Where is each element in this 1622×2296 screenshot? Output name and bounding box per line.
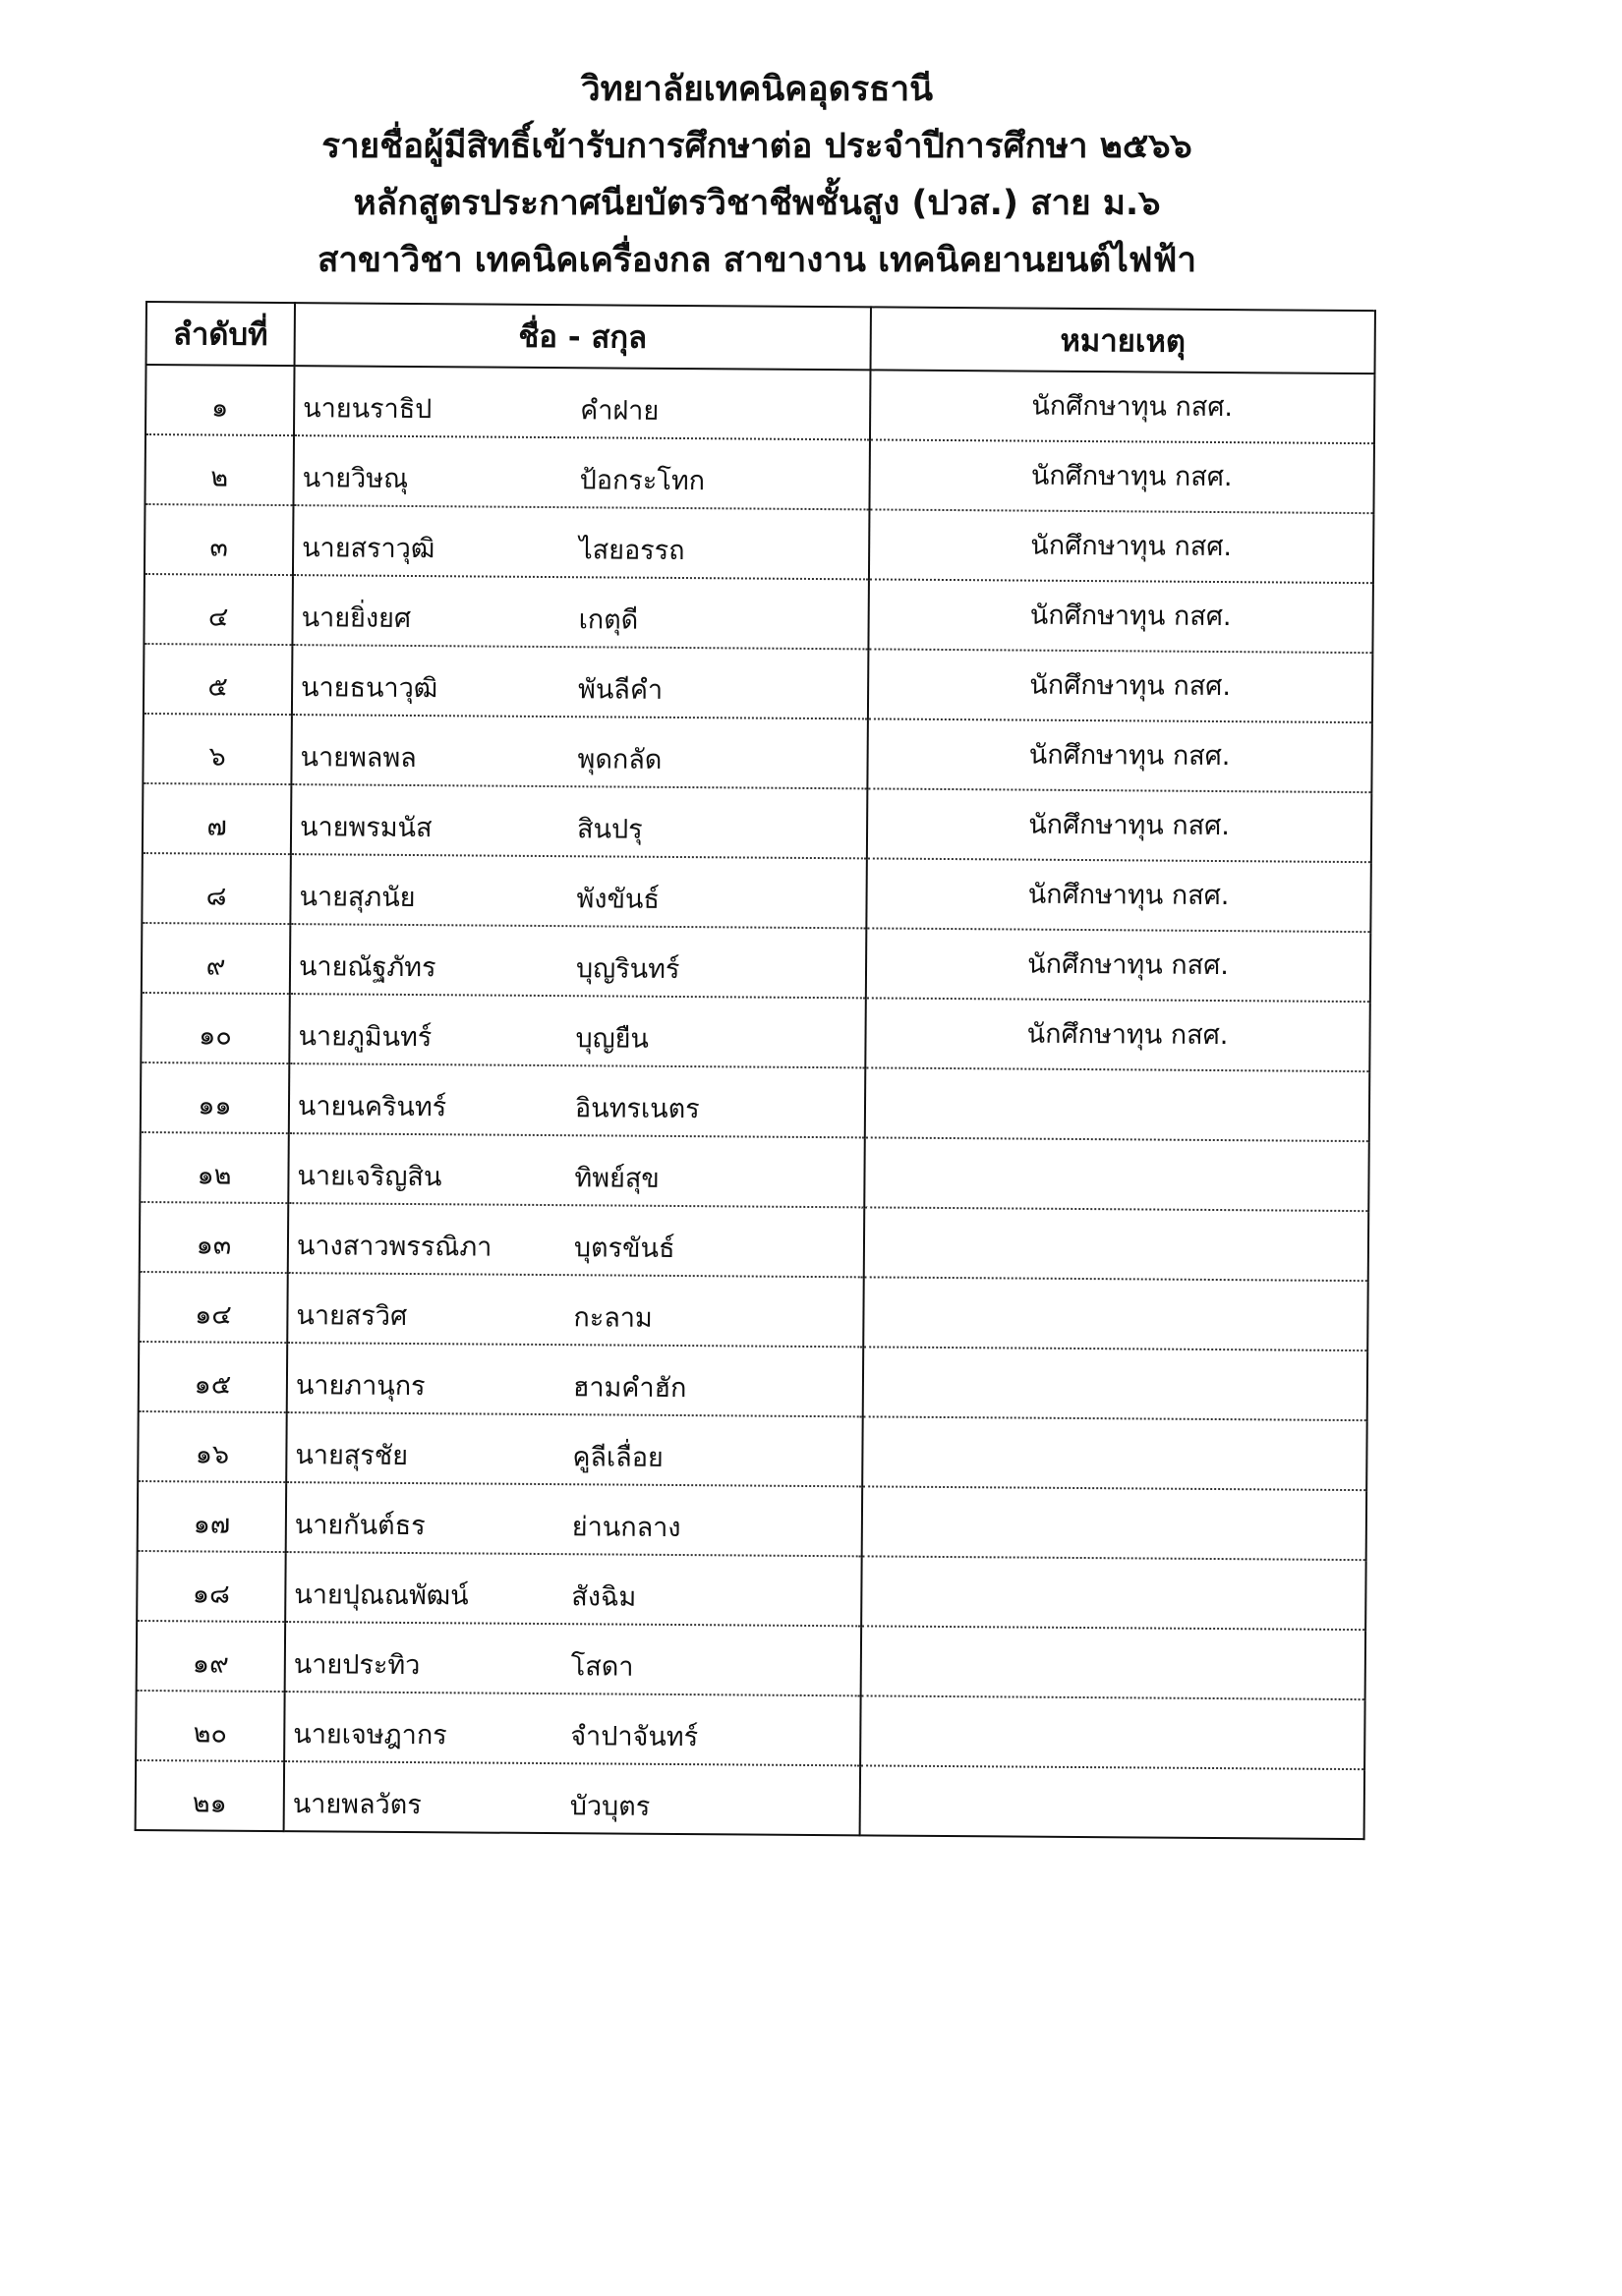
row-number: ๒๐ <box>136 1691 285 1761</box>
row-number: ๑๙ <box>137 1621 286 1692</box>
student-first-name: นายสรวิศ <box>296 1300 408 1332</box>
student-first-name: นายพลพล <box>300 742 417 775</box>
student-first-name: นายธนาวุฒิ <box>301 672 438 705</box>
student-name-cell <box>292 645 869 718</box>
table-row <box>142 853 1370 932</box>
row-number: ๑๓ <box>140 1202 289 1273</box>
student-first-name: นายประทิว <box>293 1649 421 1682</box>
student-last-name: ไสยอรรถ <box>579 535 685 567</box>
student-last-name: ทิพย์สุข <box>574 1163 660 1194</box>
student-first-name: นายวิษณุ <box>302 463 409 494</box>
student-first-name: นายภูมินทร์ <box>298 1021 433 1054</box>
table-row <box>137 1621 1365 1699</box>
student-last-name: เกตุดี <box>578 604 639 636</box>
college-name: วิทยาลัยเทคนิคอุดรธานี <box>580 70 934 109</box>
student-last-name: ย่านกลาง <box>571 1512 681 1544</box>
table-row <box>143 714 1371 792</box>
table-row <box>144 574 1372 653</box>
student-name-cell <box>284 1761 861 1835</box>
remark-cell <box>862 1486 1367 1560</box>
student-name-cell <box>286 1412 863 1486</box>
student-last-name: สินปรุ <box>576 814 643 845</box>
student-first-name: นายนราธิป <box>303 393 433 426</box>
student-last-name: พังขันธ์ <box>576 884 661 915</box>
table-row <box>145 365 1374 443</box>
remark-cell: นักศึกษาทุน กสศ. <box>866 928 1371 1002</box>
student-first-name: นายยิ่งยศ <box>301 603 412 634</box>
row-number: ๑๐ <box>141 993 290 1063</box>
row-number: ๑๖ <box>138 1411 287 1482</box>
table-row <box>138 1411 1366 1490</box>
table-header-row <box>146 302 1375 373</box>
row-number: ๑๑ <box>141 1062 290 1133</box>
student-name-cell <box>291 784 868 858</box>
table-row <box>140 1132 1368 1211</box>
remark-cell <box>862 1416 1367 1490</box>
student-name-cell <box>293 435 870 509</box>
student-last-name: โสดา <box>570 1651 634 1683</box>
table-row <box>145 504 1373 583</box>
remark-cell <box>861 1556 1366 1630</box>
remark-cell: นักศึกษาทุน กสศ. <box>869 439 1374 513</box>
table-row <box>140 1202 1368 1281</box>
table-row <box>137 1551 1365 1630</box>
student-first-name: นายสราวุฒิ <box>302 533 435 565</box>
table-row <box>139 1272 1367 1350</box>
student-name-cell <box>292 575 869 649</box>
student-first-name: นายพลวัตร <box>292 1789 422 1821</box>
student-name-cell <box>287 1343 864 1416</box>
row-number: ๙ <box>142 923 291 994</box>
row-number: ๗ <box>143 783 292 854</box>
remark-cell: นักศึกษาทุน กสศ. <box>870 370 1375 443</box>
student-name-cell <box>291 715 868 788</box>
student-last-name: พันลีคำ <box>577 674 664 706</box>
remark-cell <box>864 1137 1369 1211</box>
table-row <box>136 1691 1364 1769</box>
remark-cell <box>860 1765 1365 1839</box>
student-last-name: อินทรเนตร <box>574 1093 700 1125</box>
row-number: ๖ <box>143 714 292 784</box>
column-header-note: หมายเหตุ <box>871 307 1375 373</box>
student-last-name: จำปาจันทร์ <box>570 1721 699 1753</box>
remark-cell: นักศึกษาทุน กสศ. <box>865 998 1370 1071</box>
student-first-name: นายนครินทร์ <box>297 1091 447 1123</box>
column-header-name: ชื่อ - สกุล <box>295 303 871 370</box>
student-name-cell <box>285 1552 862 1626</box>
student-first-name: นายปุณณพัฒน์ <box>294 1579 469 1612</box>
row-number: ๑๕ <box>139 1342 288 1412</box>
student-first-name: นายสุรชัย <box>295 1440 409 1471</box>
document-header <box>0 61 1514 289</box>
remark-cell <box>863 1277 1368 1350</box>
table-row <box>139 1342 1367 1420</box>
student-name-cell <box>293 505 870 579</box>
row-number: ๒ <box>145 434 294 505</box>
student-name-cell <box>289 994 866 1067</box>
row-number: ๑๘ <box>137 1551 286 1622</box>
major-title: สาขาวิชา เทคนิคเครื่องกล สาขางาน เทคนิคยานยนต์ไฟฟ้า <box>317 241 1197 280</box>
table-row <box>145 434 1373 513</box>
student-last-name: บุญรินทร์ <box>575 953 680 986</box>
student-name-cell <box>288 1133 865 1207</box>
student-name-cell <box>288 1203 865 1277</box>
student-last-name: คำฝาย <box>580 395 660 427</box>
list-title: รายชื่อผู้มีสิทธิ์เข้ารับการศึกษาต่อ ประจำปีการศึกษา ๒๕๖๖ <box>321 127 1192 166</box>
student-name-cell <box>287 1273 864 1347</box>
row-number: ๑๔ <box>139 1272 288 1343</box>
student-first-name: นายสุภนัย <box>299 882 416 914</box>
student-list-table <box>135 301 1376 1840</box>
table-row <box>136 1760 1364 1839</box>
remark-cell: นักศึกษาทุน กสศ. <box>868 579 1373 653</box>
student-name-cell <box>286 1482 863 1556</box>
student-name-cell <box>285 1622 862 1695</box>
student-last-name: คูลีเลื่อย <box>572 1442 664 1473</box>
table-row <box>144 644 1372 722</box>
student-name-cell <box>289 1063 866 1137</box>
student-name-cell <box>284 1692 861 1765</box>
row-number: ๑ <box>145 365 295 435</box>
row-number: ๓ <box>145 504 294 575</box>
remark-cell <box>861 1626 1366 1699</box>
row-number: ๒๑ <box>136 1760 285 1831</box>
remark-cell <box>864 1207 1369 1281</box>
row-number: ๘ <box>142 853 291 924</box>
student-last-name: กะลาม <box>573 1302 653 1334</box>
remark-cell: นักศึกษาทุน กสศ. <box>867 718 1372 792</box>
remark-cell: นักศึกษาทุน กสศ. <box>868 649 1373 722</box>
student-name-cell <box>290 854 867 928</box>
student-last-name: บุญยืน <box>575 1023 650 1055</box>
row-number: ๑๒ <box>140 1132 289 1203</box>
student-last-name: ฮามคำฮัก <box>572 1372 687 1405</box>
table-row <box>141 993 1369 1071</box>
student-last-name: ป้อกระโทก <box>579 465 706 497</box>
column-header-no: ลำดับที่ <box>146 302 295 366</box>
remark-cell <box>865 1067 1370 1141</box>
table-row <box>141 1062 1369 1141</box>
remark-cell <box>863 1347 1368 1420</box>
student-last-name: สังฉิม <box>571 1581 637 1613</box>
remark-cell: นักศึกษาทุน กสศ. <box>866 858 1371 932</box>
student-first-name: นายเจษฎากร <box>293 1719 447 1751</box>
student-list-sheet <box>135 301 1374 1840</box>
student-first-name: นายเจริญสิน <box>297 1161 442 1193</box>
student-first-name: นายกันต์ธร <box>294 1510 426 1542</box>
remark-cell: นักศึกษาทุน กสศ. <box>869 509 1374 583</box>
table-row <box>142 923 1370 1002</box>
student-last-name: บุตรขันธ์ <box>573 1233 675 1264</box>
table-row <box>138 1481 1366 1560</box>
student-first-name: นางสาวพรรณิภา <box>296 1231 492 1263</box>
row-number: ๕ <box>144 644 293 715</box>
remark-cell <box>860 1695 1365 1769</box>
student-last-name: บัวบุตร <box>569 1791 651 1822</box>
row-number: ๔ <box>144 574 293 645</box>
student-first-name: นายภานุกร <box>295 1370 426 1403</box>
program-title: หลักสูตรประกาศนียบัตรวิชาชีพชั้นสูง (ปวส.) สาย ม.๖ <box>353 184 1161 223</box>
student-name-cell <box>290 924 867 998</box>
row-number: ๑๗ <box>138 1481 287 1552</box>
student-first-name: นายณัฐภัทร <box>298 951 436 984</box>
student-name-cell <box>294 366 871 439</box>
remark-cell: นักศึกษาทุน กสศ. <box>867 788 1372 862</box>
student-last-name: พุดกลัด <box>577 744 663 775</box>
table-row <box>143 783 1371 862</box>
student-first-name: นายพรมนัส <box>299 812 433 844</box>
